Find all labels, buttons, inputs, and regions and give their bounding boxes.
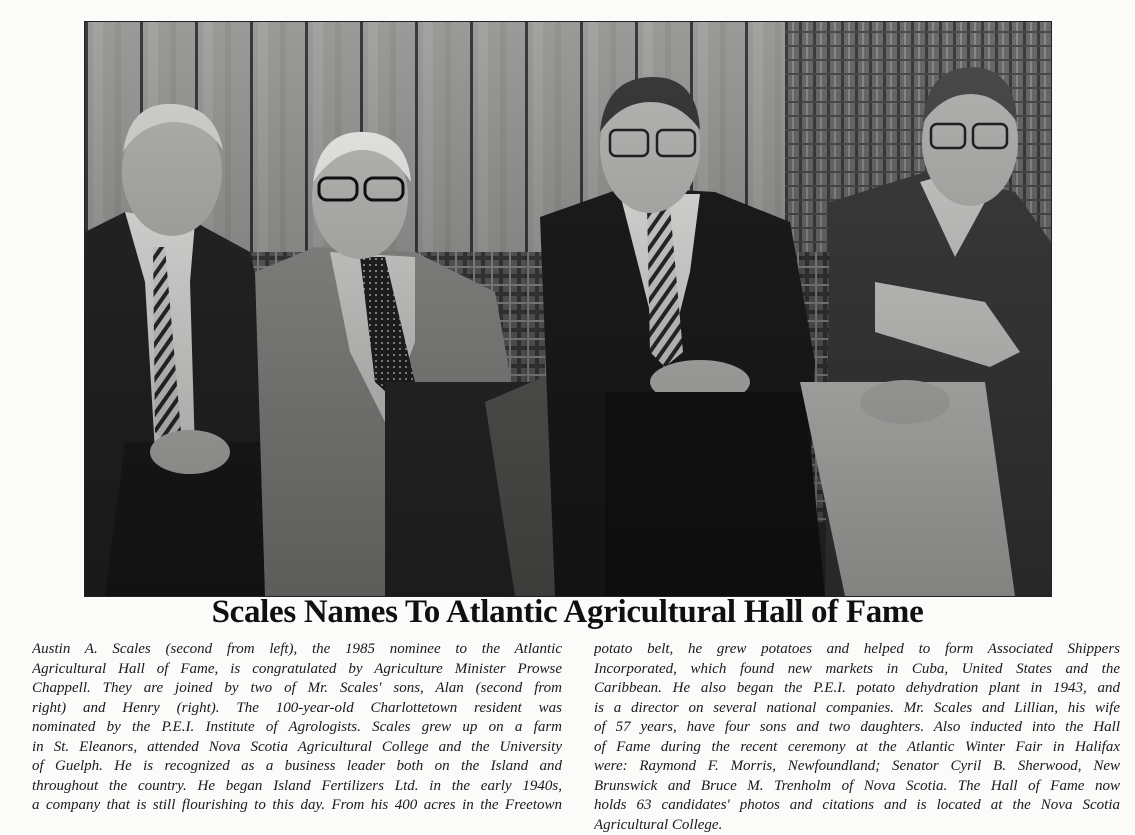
caption-line: Agricultural College. [594,816,1120,835]
caption-line: holds 63 candidates' photos and citations and is located at the Nova Scotia [594,796,1120,816]
caption-line: Austin A. Scales (second from left), the 1985 nominee to the Atlantic [32,640,562,660]
caption-line: Incorporated, which found new markets in Cuba, United States and the [594,660,1120,680]
caption-line: Chappell. They are joined by two of Mr. Scales' sons, Alan (second from [32,679,562,699]
caption-line: potato belt, he grew potatoes and helped to form Associated Shippers [594,640,1120,660]
caption-line: nominated by the P.E.I. Institute of Agrologists. Scales grew up on a farm [32,718,562,738]
caption-line: of Fame during the recent ceremony at the Atlantic Winter Fair in Halifax [594,738,1120,758]
headline: Scales Names To Atlantic Agricultural Hall of Fame [0,592,1135,632]
caption-column-right [594,640,1120,835]
photograph-illustration [85,22,1051,596]
caption-line: of Guelph. He is recognized as a business leader both on the Island and [32,757,562,777]
caption-line: right) and Henry (right). The 100-year-old Charlottetown resident was [32,699,562,719]
caption-line: in St. Eleanors, attended Nova Scotia Agricultural College and the University [32,738,562,758]
caption-column-left [32,640,562,816]
news-photograph [84,21,1052,597]
caption-line: Caribbean. He also began the P.E.I. potato dehydration plant in 1943, and [594,679,1120,699]
caption-line: were: Raymond F. Morris, Newfoundland; Senator Cyril B. Sherwood, New [594,757,1120,777]
caption-line: of 57 years, have four sons and two daughters. Also inducted into the Hall [594,718,1120,738]
caption-line: Agricultural Hall of Fame, is congratulated by Agriculture Minister Prowse [32,660,562,680]
caption-line: throughout the country. He began Island Fertilizers Ltd. in the early 1940s, [32,777,562,797]
caption-line: Brunswick and Bruce M. Trenholm of Nova Scotia. The Hall of Fame now [594,777,1120,797]
caption-line: a company that is still flourishing to this day. From his 400 acres in the Freetown [32,796,562,816]
caption-line: is a director on several national companies. Mr. Scales and Lillian, his wife [594,699,1120,719]
